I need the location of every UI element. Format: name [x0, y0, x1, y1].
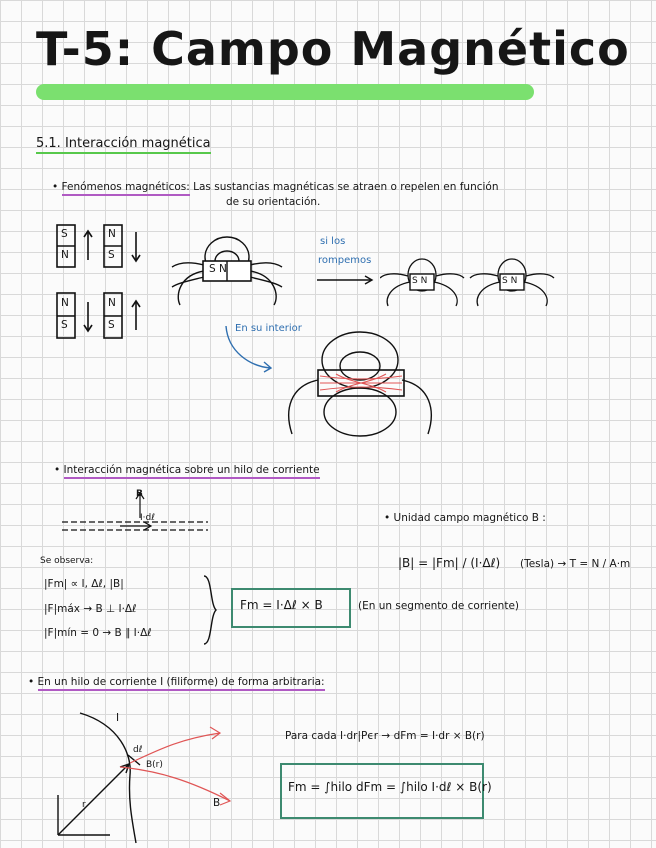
relation-1: |Fm| ∝ I, Δℓ, |B| [44, 578, 124, 590]
se-observa: Se observa: [40, 556, 94, 566]
magnet-field-figure [170, 225, 285, 315]
magnet-2-s: S [108, 249, 115, 261]
integral-formula: Fm = ∫hilo dFm = ∫hilo I·dℓ × B(r) [288, 780, 492, 794]
relation-3: |F|mín = 0 → B ∥ I·Δℓ [44, 627, 152, 639]
wire-idl-label: I·dℓ [140, 513, 155, 523]
figure-label-r: r [82, 800, 86, 810]
unidad-label: Unidad campo magnético B : [393, 512, 546, 524]
para-cada: Para cada I·dr|Pϵr → dFm = I·dr × B(r) [285, 730, 485, 742]
bullet-unidad: • Unidad campo magnético B : [384, 512, 546, 524]
section-heading [36, 136, 211, 151]
bullet-arbitrario: • En un hilo de corriente I (filiforme) de forma arbitraria: [28, 676, 325, 688]
relation-2: |F|máx → B ⊥ I·Δℓ [44, 603, 137, 615]
magnet-field-sn: S N [209, 263, 227, 275]
bullet-hilo: • Interacción magnética sobre un hilo de corriente [54, 464, 320, 476]
section-heading-text: 5.1. Interacción magnética [36, 136, 211, 154]
arbitrary-wire-figure [50, 705, 240, 845]
fenomenos-label: Fenómenos magnéticos: [62, 181, 190, 196]
magnet-1-s: S [61, 228, 68, 240]
lorentz-note: (En un segmento de corriente) [358, 600, 520, 612]
fenomenos-text-1: Las sustancias magnéticas se atraen o repelen en función [193, 181, 499, 193]
magnet-2-n: N [108, 228, 116, 240]
note-si-los: si los [320, 236, 346, 247]
note-en-su-interior: En su interior [235, 323, 302, 334]
magnet-1-n: N [61, 249, 69, 261]
figure-label-dl: dℓ [133, 745, 143, 755]
unidad-formula: |B| = |Fm| / (I·Δℓ) [398, 556, 501, 570]
figure-label-B: B [213, 797, 221, 809]
broken-magnets-figure [380, 250, 560, 310]
brace-icon [200, 574, 220, 646]
magnet-interior-figure [280, 330, 440, 440]
broken-magnet-1-sn: S N [412, 276, 428, 286]
magnet-3-n: N [61, 297, 69, 309]
hilo-heading: Interacción magnética sobre un hilo de corriente [64, 464, 320, 479]
figure-label-I: I [116, 712, 120, 724]
page-title: T-5: Campo Magnético [36, 22, 630, 76]
arrow-right-icon [315, 272, 375, 288]
arbitrario-heading: En un hilo de corriente I (filiforme) de forma arbitraria: [38, 676, 325, 691]
broken-magnet-2-sn: S N [502, 276, 518, 286]
magnet-4-s: S [108, 319, 115, 331]
bullet-fenomenos: • Fenómenos magnéticos: Las sustancias magnéticas se atraen o repelen en función [52, 181, 499, 193]
title-highlight [36, 84, 534, 100]
fenomenos-text-2: de su orientación. [226, 196, 321, 208]
curved-arrow-icon [220, 322, 280, 374]
magnet-4-n: N [108, 297, 116, 309]
note-rompemos: rompemos [318, 255, 372, 266]
lorentz-formula: Fm = I·Δℓ × B [240, 598, 323, 612]
figure-label-Br: B(r) [146, 760, 163, 770]
wire-b-label: B [136, 489, 143, 499]
magnet-3-s: S [61, 319, 68, 331]
unidad-tesla: (Tesla) → T = N / A·m [520, 558, 631, 570]
